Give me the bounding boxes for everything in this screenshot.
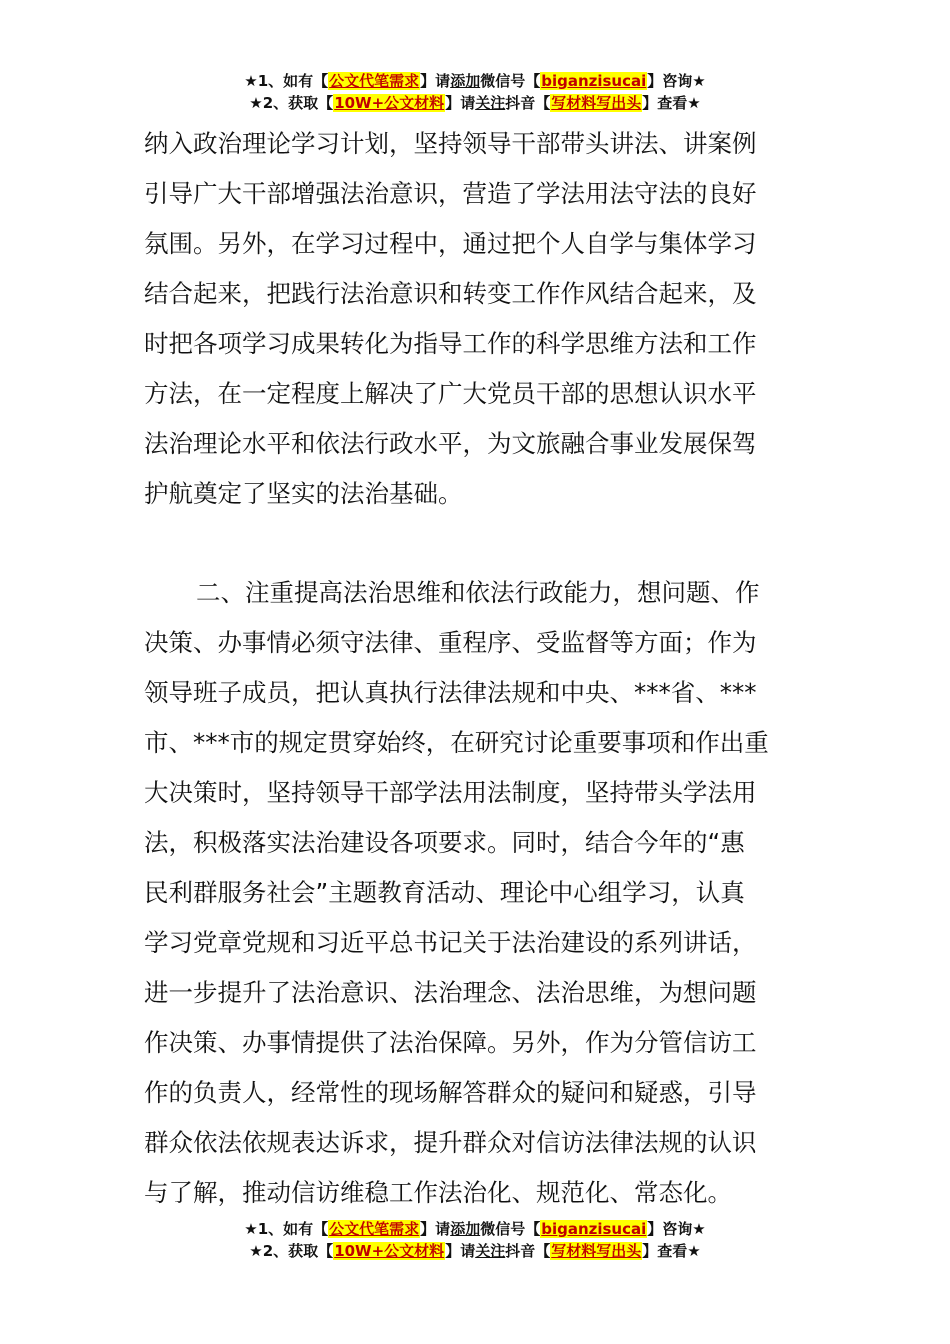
- paragraph-line: 作决策、办事情提供了法治保障。另外，作为分管信访工: [144, 1028, 757, 1057]
- paragraph-line: 氛围。另外，在学习过程中，通过把个人自学与集体学习: [144, 229, 757, 258]
- douyin-id-highlight: 写材料写出头: [551, 94, 642, 112]
- paragraph-line: 纳入政治理论学习计划，坚持领导干部带头讲法、讲案例: [144, 129, 757, 158]
- paragraph-line: 领导班子成员，把认真执行法律法规和中央、***省、***: [144, 678, 757, 707]
- paragraph-line: 大决策时，坚持领导干部学法用法制度，坚持带头学法用: [144, 778, 757, 807]
- ghostwriting-highlight: 公文代笔需求: [329, 1220, 420, 1238]
- paragraph-line: 群众依法依规表达诉求，提升群众对信访法律法规的认识: [144, 1128, 757, 1157]
- paragraph-line: 时把各项学习成果转化为指导工作的科学思维方法和工作: [144, 329, 757, 358]
- paragraph-line: 护航奠定了坚实的法治基础。: [144, 479, 463, 508]
- wechat-id-highlight: biganzisucai: [541, 72, 647, 90]
- paragraph-line: 引导广大干部增强法治意识，营造了学法用法守法的良好: [144, 179, 757, 208]
- paragraph-line: 法，积极落实法治建设各项要求。同时，结合今年的“惠: [144, 828, 745, 857]
- materials-highlight: 10W+公文材料: [334, 1242, 445, 1260]
- header-ad: [0, 70, 950, 114]
- paragraph-line: 二、注重提高法治思维和依法行政能力，想问题、作: [196, 578, 760, 607]
- paragraph-1: [144, 119, 808, 519]
- materials-highlight: 10W+公文材料: [334, 94, 445, 112]
- paragraph-line: 民利群服务社会”主题教育活动、理论中心组学习，认真: [144, 878, 745, 907]
- footer-ad: [0, 1218, 950, 1262]
- paragraph-line: 决策、办事情必须守法律、重程序、受监督等方面；作为: [144, 628, 757, 657]
- header-ad-line-1: ★1、如有【公文代笔需求】请添加微信号【biganzisucai】咨询★: [244, 72, 706, 90]
- paragraph-line: 法治理论水平和依法行政水平，为文旅融合事业发展保驾: [144, 429, 757, 458]
- header-ad-line-2: ★2、获取【10W+公文材料】请关注抖音【写材料写出头】查看★: [249, 94, 701, 112]
- paragraph-line: 作的负责人，经常性的现场解答群众的疑问和疑惑，引导: [144, 1078, 757, 1107]
- paragraph-line: 方法，在一定程度上解决了广大党员干部的思想认识水平: [144, 379, 757, 408]
- footer-ad-line-2: ★2、获取【10W+公文材料】请关注抖音【写材料写出头】查看★: [249, 1242, 701, 1260]
- paragraph-line: 市、***市的规定贯穿始终，在研究讨论重要事项和作出重: [144, 728, 769, 757]
- paragraph-line: 结合起来，把践行法治意识和转变工作作风结合起来，及: [144, 279, 757, 308]
- wechat-id-highlight: biganzisucai: [541, 1220, 647, 1238]
- footer-ad-line-1: ★1、如有【公文代笔需求】请添加微信号【biganzisucai】咨询★: [244, 1220, 706, 1238]
- paragraph-line: 进一步提升了法治意识、法治理念、法治思维，为想问题: [144, 978, 757, 1007]
- paragraph-line: 与了解，推动信访维稳工作法治化、规范化、常态化。: [144, 1178, 732, 1207]
- paragraph-2: [144, 568, 808, 1218]
- douyin-id-highlight: 写材料写出头: [551, 1242, 642, 1260]
- ghostwriting-highlight: 公文代笔需求: [329, 72, 420, 90]
- paragraph-line: 学习党章党规和习近平总书记关于法治建设的系列讲话，: [144, 928, 757, 957]
